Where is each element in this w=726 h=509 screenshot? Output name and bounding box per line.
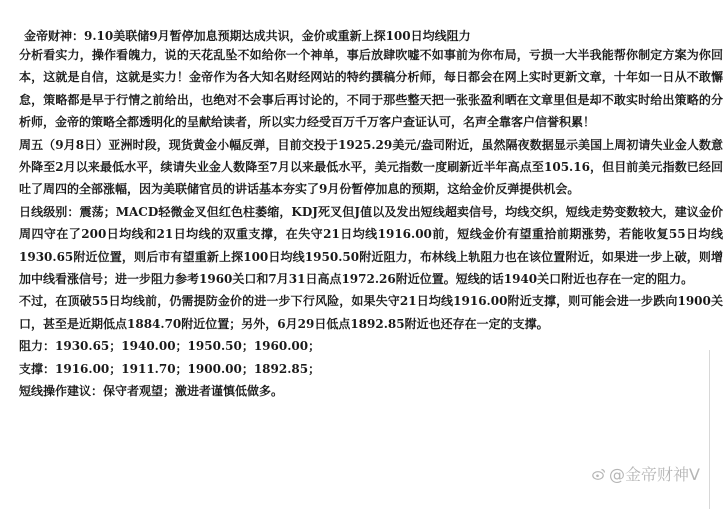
risk-paragraph: 不过，在顶破55日均线前，仍需提防金价的进一步下行风险，如果失守21日均线1916.00附近支撑，则可能会进一步跌向1900关口，甚至是近期低点1884.70附近位置；另外，6月29日低点1892.85附近也还存在一定的支撑。: [19, 294, 723, 331]
technical-analysis-paragraph: 日线级别：震荡；MACD轻微金叉但红色柱萎缩，KDJ死叉但J值以及发出短线超卖信号，均线交织，短线走势变数较大，建议金价周四守在了200日均线和21日均线的双重支撑，在失守21日均线1916.00前，短线金价有望重拾前期涨势，若能收复55日均线1930.65附近位置，则后市有望重新上探100日均线1950.50附近阻力，布林线上轨阻力也在该位置附近，如果进一步上破，则增加中线看涨信号；进一步阻力参考1960关口和7月31日高点1972.26附近位置。短线的话1940关口附近也存在一定的阻力。: [19, 204, 723, 287]
resistance-levels: 阻力：1930.65；1940.00；1950.50；1960.00；: [19, 339, 321, 354]
article-title: 金帝财神：9.10美联储9月暂停加息预期达成共识，金价或重新上探100日均线阻力: [24, 29, 471, 43]
support-levels: 支撑：1916.00；1911.70；1900.00；1892.85；: [19, 361, 321, 376]
weibo-icon: [592, 467, 606, 481]
watermark: [592, 462, 700, 485]
page-edge-divider: [709, 350, 710, 509]
trading-advice: 短线操作建议：保守者观望；激进者谨慎低做多。: [19, 384, 284, 399]
market-overview-paragraph: 周五（9月8日）亚洲时段，现货黄金小幅反弹，目前交投于1925.29美元/盎司附近，虽然隔夜数据显示美国上周初请失业金人数意外降至2月以来最低水平，续请失业金人数降至7月以来最低水平，美元指数一度刷新近半年高点至105.16，但目前美元指数已经回吐了周四的全部涨幅，因为美联储官员的讲话基本夯实了9月份暂停加息的预期，这给金价反弹提供机会。: [19, 137, 723, 197]
intro-paragraph: 分析看实力，操作看魄力，说的天花乱坠不如给你一个神单，事后放肆吹嘘不如事前为你布局，亏损一大半我能帮你制定方案为你回本，这就是自信，这就是实力！金帝作为各大知名财经网站的特约撰稿分析师，每日都会在网上实时更新文章，十年如一日从不敢懈怠，策略都是早于行情之前给出，也绝对不会事后再讨论的，不同于那些整天把一张张盈利晒在文章里但是却不敢实时给出策略的分析师，金帝的策略全都透明化的呈献给读者，所以实力经受百万千万客户查证认可，名声全靠客户信誉积累！: [19, 48, 723, 130]
article-body: [19, 44, 723, 403]
watermark-text: @金帝财神V: [609, 465, 700, 484]
